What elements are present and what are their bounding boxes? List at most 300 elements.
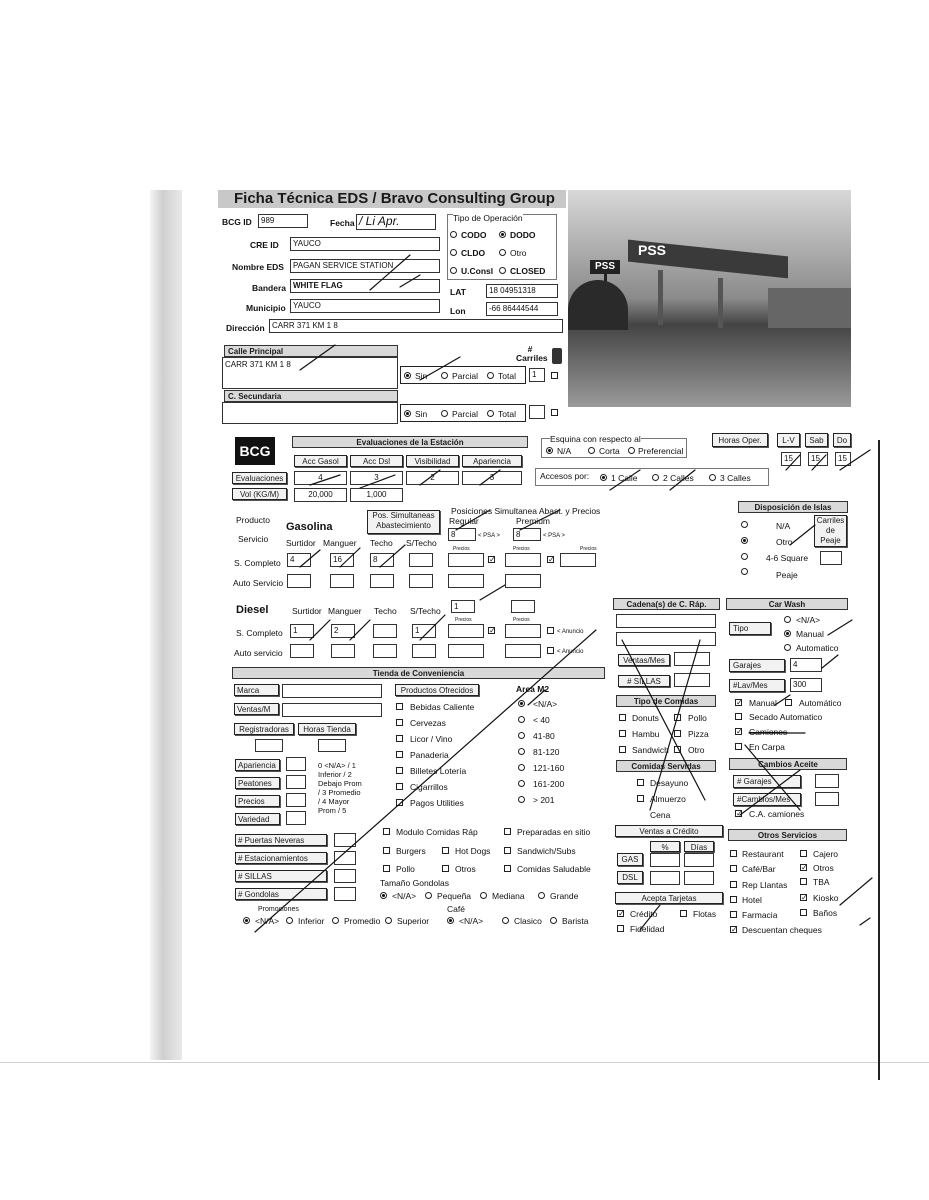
score-visibilidad[interactable]: 2 [406, 471, 459, 485]
gas-sc-check-prem[interactable]: ✓ [548, 555, 555, 564]
radio-area-160[interactable] [518, 764, 525, 771]
dsl-dias-field[interactable] [684, 871, 714, 885]
puertas-neveras-button[interactable]: # Puertas Neveras [235, 834, 327, 846]
pos-sim-title: Posiciones Simultanea Abast. y Precios [451, 506, 601, 516]
registradoras-button[interactable]: Registradoras [234, 723, 294, 735]
area-m2-label: Area M2 [516, 684, 550, 694]
chk-preparadas[interactable] [504, 828, 511, 835]
lon-label: Lon [450, 306, 466, 316]
visibilidad-button[interactable]: Visibilidad [406, 455, 459, 467]
serv-restaurant: Restaurant [742, 849, 784, 859]
chk-bebidas[interactable] [396, 703, 403, 710]
eval-apariencia[interactable]: Apariencia [235, 759, 280, 771]
serv-otros: Otros [813, 863, 834, 873]
lon-field[interactable]: -66 86444544 [486, 302, 558, 316]
gas-precios-2: Precios [513, 546, 530, 552]
dsl-precios-2: Precios [513, 617, 530, 623]
cadena-field-2[interactable] [616, 632, 716, 646]
promo-inferior: Inferior [298, 916, 325, 926]
gas-dias-field[interactable] [684, 853, 714, 867]
score-apariencia[interactable]: 3 [462, 471, 522, 485]
radio-esquina-corta[interactable] [588, 447, 595, 454]
nombre-eds-field[interactable]: PAGAN SERVICE STATION [290, 259, 440, 273]
gas-sc-precio-reg[interactable] [448, 553, 484, 567]
puertas-neveras-field[interactable] [334, 833, 356, 847]
radio-parcial-principal[interactable] [441, 372, 448, 379]
dsl-sc-manguer[interactable]: 2 [331, 624, 355, 638]
marca-button[interactable]: Marca [234, 684, 279, 696]
chk-burgers[interactable] [383, 847, 390, 854]
accesos-label: Accesos por: [540, 471, 590, 481]
radio-sin-principal[interactable] [404, 372, 411, 379]
sillas-cadena-button[interactable]: # SILLAS [618, 675, 670, 687]
tamano-gondolas-label: Tamaño Gondolas [380, 878, 449, 888]
radio-codo[interactable] [450, 231, 457, 238]
radio-tamano-grande[interactable] [538, 892, 545, 899]
dsl-as-precio[interactable] [448, 644, 484, 658]
prod-loteria: Billetes Lotería [410, 766, 467, 776]
ventas-m-button[interactable]: Ventas/M [234, 703, 279, 715]
car-wash-header: Car Wash [726, 598, 848, 610]
chk-hotdogs[interactable] [442, 847, 449, 854]
carriles-check[interactable] [551, 372, 558, 379]
scale-5: Prom / 5 [318, 806, 347, 815]
dsl-as-check[interactable] [547, 647, 554, 654]
tipo-pollo: Pollo [688, 713, 707, 723]
gas-as-stecho[interactable] [409, 574, 433, 588]
chk-hambu[interactable] [619, 730, 626, 737]
eval-variedad[interactable]: Variedad [235, 813, 280, 825]
day-sab[interactable]: Sab [805, 433, 828, 447]
ca-camiones: C.A. camiones [749, 809, 805, 819]
radio-accesos-2[interactable] [652, 474, 659, 481]
radio-parcial-secundaria[interactable] [441, 410, 448, 417]
chk-loteria[interactable] [396, 767, 403, 774]
calle-principal-header: Calle Principal [224, 345, 398, 357]
horas-oper-button[interactable]: Horas Oper. [712, 433, 768, 447]
sillas-tienda-button[interactable]: # SILLAS [235, 870, 327, 882]
dsl-as-precio-2[interactable] [505, 644, 541, 658]
gas-sc-manguer[interactable]: 16 [330, 553, 354, 567]
serv-banos: Baños [813, 908, 838, 918]
radio-disp-otro[interactable] [741, 537, 748, 544]
chk-cigarrillos[interactable] [396, 783, 403, 790]
radio-area-200[interactable] [518, 780, 525, 787]
disp-peaje: Peaje [776, 570, 798, 580]
sillas-cadena-field[interactable] [674, 673, 710, 687]
chk-cw-automatico[interactable] [785, 699, 792, 706]
radio-cldo[interactable] [450, 249, 457, 256]
garajes-field[interactable]: 4 [790, 658, 822, 672]
calle-secundaria-field[interactable] [222, 402, 398, 424]
radio-area-80[interactable] [518, 732, 525, 739]
dsl-anuncio-2: < Anuncio [557, 649, 584, 655]
radio-disp-na[interactable] [741, 521, 748, 528]
canopy-column-1 [658, 270, 663, 325]
garajes-aceite-field[interactable] [815, 774, 839, 788]
radio-disp-peaje[interactable] [741, 568, 748, 575]
calle-principal-field[interactable]: CARR 371 KM 1 8 [222, 357, 398, 389]
tamano-grande: Grande [550, 891, 579, 901]
gas-as-manguer[interactable] [330, 574, 354, 588]
chk-tba[interactable] [800, 878, 807, 885]
chk-hotel[interactable] [730, 896, 737, 903]
radio-accesos-1[interactable] [600, 474, 607, 481]
radio-promo-na[interactable] [243, 917, 250, 924]
gas-as-precio-prem[interactable] [505, 574, 541, 588]
chk-carpa[interactable] [735, 743, 742, 750]
cafe-na: <N/A> [459, 916, 484, 926]
promo-promedio: Promedio [344, 916, 381, 926]
servida-desayuno: Desayuno [650, 778, 689, 788]
chk-modulo-comidas[interactable] [383, 828, 390, 835]
form-title: Ficha Técnica EDS / Bravo Consulting Group [218, 190, 566, 208]
gondolas-button[interactable]: # Gondolas [235, 888, 327, 900]
chk-cafe-bar[interactable] [730, 865, 737, 872]
dsl-sc-stecho[interactable]: 1 [412, 624, 436, 638]
tarjeta-fidelidad: Fidelidad [630, 924, 665, 934]
dsl-psa-field[interactable]: 1 [451, 600, 475, 613]
radio-area-40[interactable] [518, 716, 525, 723]
evaluaciones-tab[interactable]: Evaluaciones [232, 472, 287, 484]
tipo-carwash-button[interactable]: Tipo [729, 622, 771, 635]
chk-cw-manual[interactable]: ✓ [736, 698, 743, 707]
acc-dsl-button[interactable]: Acc Dsl [350, 455, 403, 467]
garajes-button[interactable]: Garajes [729, 659, 785, 672]
dsl-credito-button[interactable]: DSL [617, 871, 643, 884]
radio-uconsl[interactable] [450, 267, 457, 274]
chk-farmacia[interactable] [730, 911, 737, 918]
chk-otros-comida[interactable] [442, 865, 449, 872]
cambios-mes-button[interactable]: #Cambios/Mes [733, 793, 801, 806]
marca-field[interactable] [282, 684, 382, 698]
gas-sc-techo[interactable]: 8 [370, 553, 394, 567]
dsl-sc-precio-2[interactable] [505, 624, 541, 638]
cw-check-automatico: Automático [799, 698, 842, 708]
dsl-sc-surtidor[interactable]: 1 [290, 624, 314, 638]
serv-hotel: Hotel [742, 895, 762, 905]
carriles-sec-field[interactable] [529, 405, 545, 419]
chk-pizza[interactable] [674, 730, 681, 737]
prod-licor: Licor / Vino [410, 734, 453, 744]
promociones-label: Promociones [258, 906, 299, 913]
ventas-m-field[interactable] [282, 703, 382, 717]
pos-sim-button[interactable]: Pos. Simultaneas Abastecimiento [367, 510, 440, 534]
gasolina-title: Gasolina [286, 521, 333, 533]
chk-utilities[interactable] [396, 799, 403, 806]
scale-3: / 3 Promedio [318, 788, 361, 797]
radio-cw-manual[interactable] [784, 630, 791, 637]
radio-disp-square[interactable] [741, 553, 748, 560]
fecha-field[interactable]: / Li Apr. [356, 214, 436, 230]
dsl-psa-field-2[interactable] [511, 600, 535, 613]
premium-psa-arrows: < PSA > [543, 533, 566, 539]
radio-tamano-na[interactable] [380, 892, 387, 899]
promo-na: <N/A> [255, 916, 280, 926]
cw-check-carpa: En Carpa [749, 742, 785, 752]
serv-rep-llantas: Rep Llantas [742, 880, 788, 890]
eval-peatones[interactable]: Peatones [235, 777, 280, 789]
radio-esquina-na[interactable] [546, 447, 553, 454]
lav-mes-field[interactable]: 300 [790, 678, 822, 692]
radio-cafe-clasico[interactable] [502, 917, 509, 924]
pen-mark-disposicion [790, 525, 815, 545]
radio-cw-automatico[interactable] [784, 644, 791, 651]
scale-1: Inferior / 2 [318, 770, 352, 779]
regular-psa-field[interactable]: 8 [448, 528, 476, 541]
pen-mark-kiosko [840, 878, 872, 905]
lat-field[interactable]: 18 04951318 [486, 284, 558, 298]
chk-banos[interactable] [800, 909, 807, 916]
day-do[interactable]: Do [833, 433, 851, 447]
horas-do[interactable]: 15 [835, 452, 851, 466]
gas-as-surtidor[interactable] [287, 574, 311, 588]
esquina-preferencial: Preferencial [638, 446, 684, 456]
dsl-as-stecho[interactable] [412, 644, 436, 658]
radio-area-120[interactable] [518, 748, 525, 755]
horas-sab[interactable]: 15 [808, 452, 828, 466]
cadena-header: Cadena(s) de C. Ráp. [613, 598, 720, 610]
gas-sc-stecho[interactable] [409, 553, 433, 567]
chk-pollo[interactable] [383, 865, 390, 872]
cadena-field-1[interactable] [616, 614, 716, 628]
dsl-sc-techo[interactable] [373, 624, 397, 638]
cre-id-field[interactable]: YAUCO [290, 237, 440, 251]
dsl-pct-field[interactable] [650, 871, 680, 885]
radio-cafe-barista[interactable] [550, 917, 557, 924]
option-cldo: CLDO [461, 248, 486, 258]
gondolas-field[interactable] [334, 887, 356, 901]
cafe-barista: Barista [562, 916, 589, 926]
sillas-tienda-field[interactable] [334, 869, 356, 883]
gas-precios-1: Precios [453, 546, 470, 552]
carriles-field[interactable]: 1 [529, 368, 545, 382]
municipio-field[interactable]: YAUCO [290, 299, 440, 313]
chk-restaurant[interactable] [730, 850, 737, 857]
tamano-na: <N/A> [392, 891, 417, 901]
chk-cheques[interactable]: ✓ [731, 925, 738, 934]
area-na: <N/A> [533, 699, 558, 709]
acc-gasol-button[interactable]: Acc Gasol [294, 455, 347, 467]
radio-total-secundaria[interactable] [487, 410, 494, 417]
dsl-col-surtidor: Surtidor [292, 606, 322, 616]
dsl-as-manguer[interactable] [331, 644, 355, 658]
chk-desayuno[interactable] [637, 779, 644, 786]
hotdogs: Hot Dogs [455, 846, 491, 856]
option-uconsl: U.Consl [461, 266, 494, 276]
eval-precios[interactable]: Precios [235, 795, 280, 807]
chk-rep-llantas[interactable] [730, 881, 737, 888]
premium-psa-field[interactable]: 8 [513, 528, 541, 541]
radio-otro[interactable] [499, 249, 506, 256]
gas-sc-precio-prem[interactable] [505, 553, 541, 567]
cre-id-label: CRE ID [250, 240, 279, 250]
radio-dodo[interactable] [499, 231, 506, 238]
radio-promo-inferior[interactable] [286, 917, 293, 924]
horas-lv[interactable]: 15 [781, 452, 801, 466]
radio-tamano-pequena[interactable] [425, 892, 432, 899]
radio-promo-superior[interactable] [385, 917, 392, 924]
registradoras-field[interactable] [255, 739, 283, 752]
chk-ca-camiones[interactable]: ✓ [736, 809, 743, 818]
serv-farmacia: Farmacia [742, 910, 778, 920]
tipo-donuts: Donuts [632, 713, 659, 723]
dsl-as-techo[interactable] [373, 644, 397, 658]
serv-tba: TBA [813, 877, 830, 887]
otros-comida: Otros [455, 864, 476, 874]
promo-superior: Superior [397, 916, 430, 926]
area-200: 161-200 [533, 779, 565, 789]
esquina-na: N/A [557, 446, 572, 456]
eval-variedad-field[interactable] [286, 811, 306, 825]
chk-pollo-cadena[interactable] [674, 714, 681, 721]
prod-cervezas: Cervezas [410, 718, 446, 728]
tarjeta-credito: Crédito [630, 909, 658, 919]
lav-mes-button[interactable]: #Lav/Mes [729, 679, 785, 692]
garajes-aceite-button[interactable]: # Garajes [733, 775, 801, 788]
horas-tienda-button[interactable]: Horas Tienda [298, 723, 356, 735]
radio-accesos-3[interactable] [709, 474, 716, 481]
gas-credito-button[interactable]: GAS [617, 853, 643, 866]
ventas-mes-button[interactable]: Ventas/Mes [618, 654, 670, 666]
dsl-sc-check[interactable]: ✓ [489, 626, 496, 635]
chk-cervezas[interactable] [396, 719, 403, 726]
vol-tab[interactable]: Vol (KG/M) [232, 488, 287, 500]
eval-precios-field[interactable] [286, 793, 306, 807]
chk-otro-cadena[interactable] [674, 746, 681, 753]
carriles-label: # Carriles [516, 344, 548, 363]
area-120: 81-120 [533, 747, 560, 757]
radio-closed[interactable] [499, 267, 506, 274]
gas-s-completo-label: S. Completo [234, 558, 281, 568]
chk-camiones[interactable]: ✓ [736, 727, 743, 736]
traffic-light-icon [552, 348, 562, 364]
radio-esquina-preferencial[interactable] [628, 447, 635, 454]
tipo-hambu: Hambu [632, 729, 660, 739]
cw-check-secado: Secado Automatico [749, 712, 823, 722]
ventas-mes-field[interactable] [674, 652, 710, 666]
bandera-label: Bandera [252, 283, 287, 293]
dsl-sc-check-2[interactable] [547, 627, 554, 634]
apariencia-button[interactable]: Apariencia [462, 455, 522, 467]
cambios-mes-field[interactable] [815, 792, 839, 806]
preparadas: Preparadas en sitio [517, 827, 591, 837]
dsl-as-surtidor[interactable] [290, 644, 314, 658]
serv-kiosko: Kiosko [813, 893, 839, 903]
radio-cafe-na[interactable] [447, 917, 454, 924]
chk-almuerzo[interactable] [637, 795, 644, 802]
chk-saludable[interactable] [504, 865, 511, 872]
chk-kiosko[interactable]: ✓ [801, 893, 808, 902]
direccion-field[interactable]: CARR 371 KM 1 8 [269, 319, 563, 333]
servida-almuerzo: Almuerzo [650, 794, 686, 804]
eval-apariencia-field[interactable] [286, 757, 306, 771]
area-40: < 40 [533, 715, 550, 725]
gas-col-techo: Techo [370, 538, 393, 548]
radio-sin-secundaria[interactable] [404, 410, 411, 417]
prod-bebidas: Bebidas Caliente [410, 702, 475, 712]
eval-peatones-field[interactable] [286, 775, 306, 789]
gas-sc-surtidor[interactable]: 4 [287, 553, 311, 567]
cw-check-camiones: Camiones [749, 727, 788, 737]
dsl-col-manguer: Manguer [328, 606, 362, 616]
gas-as-precio-reg[interactable] [448, 574, 484, 588]
estacionamientos-field[interactable] [334, 851, 356, 865]
score-acc-gasol[interactable]: 4 [294, 471, 347, 485]
bandera-field[interactable]: WHITE FLAG [290, 279, 440, 293]
gas-as-techo[interactable] [370, 574, 394, 588]
gas-sc-check-reg[interactable]: ✓ [489, 555, 496, 564]
chk-secado[interactable] [735, 713, 742, 720]
productos-ofrecidos-button[interactable]: Productos Ofrecidos [395, 684, 479, 696]
gas-sc-precio-3[interactable] [560, 553, 596, 567]
chk-fidelidad[interactable] [617, 925, 624, 932]
estacionamientos-button[interactable]: # Estacionamientos [235, 852, 327, 864]
gas-pct-field[interactable] [650, 853, 680, 867]
prod-panaderia: Panaderia [410, 750, 449, 760]
dias-button[interactable]: Días [684, 841, 714, 852]
scale-0: 0 <N/A> / 1 [318, 761, 356, 770]
dsl-col-stecho: S/Techo [410, 606, 441, 616]
tipo-otro: Otro [688, 745, 705, 755]
prod-utilities: Pagos Utilities [410, 798, 464, 808]
radio-promo-promedio[interactable] [332, 917, 339, 924]
bcg-id-field[interactable]: 989 [258, 214, 308, 228]
scale-4: / 4 Mayor [318, 797, 350, 806]
acepta-tarjetas-button[interactable]: Acepta Tarjetas [615, 892, 723, 904]
chk-cajero[interactable] [800, 850, 807, 857]
carriles-peaje-button[interactable]: Carriles de Peaje [814, 515, 847, 547]
chk-licor[interactable] [396, 735, 403, 742]
vol-dsl[interactable]: 1,000 [350, 488, 403, 502]
gas-precios-3: Precios [580, 546, 597, 552]
horas-tienda-field[interactable] [318, 739, 346, 752]
chk-donuts[interactable] [619, 714, 626, 721]
carriles-sec-check[interactable] [551, 409, 558, 416]
option-codo: CODO [461, 230, 487, 240]
score-acc-dsl[interactable]: 3 [350, 471, 403, 485]
vol-gasol[interactable]: 20,000 [294, 488, 347, 502]
radio-tamano-mediana[interactable] [480, 892, 487, 899]
ventas-credito-button[interactable]: Ventas a Crédito [615, 825, 723, 837]
chk-credito[interactable]: ✓ [618, 909, 625, 918]
day-lv[interactable]: L-V [777, 433, 800, 447]
option-sin-2: Sin [415, 409, 428, 419]
lat-label: LAT [450, 287, 466, 297]
canopy-column-2 [718, 278, 723, 328]
dsl-sc-precio[interactable] [448, 624, 484, 638]
radio-cw-na[interactable] [784, 616, 791, 623]
radio-total-principal[interactable] [487, 372, 494, 379]
chk-otros-serv[interactable]: ✓ [801, 863, 808, 872]
comidas-saludable: Comidas Saludable [517, 864, 591, 874]
tamano-pequena: Pequeña [437, 891, 472, 901]
option-total: Total [498, 371, 516, 381]
accesos-3: 3 Calles [720, 473, 751, 483]
chk-sandwich[interactable] [504, 847, 511, 854]
carriles-peaje-field[interactable] [820, 551, 842, 565]
regular-label: Regular [449, 516, 479, 526]
tipo-pizza: Pizza [688, 729, 709, 739]
chk-panaderia[interactable] [396, 751, 403, 758]
chk-flotas[interactable] [680, 910, 687, 917]
tipo-operacion-label: Tipo de Operación [453, 213, 523, 223]
chk-sandwich-cadena[interactable] [619, 746, 626, 753]
radio-area-na[interactable] [518, 700, 525, 707]
option-dodo: DODO [510, 230, 536, 240]
radio-area-201[interactable] [518, 796, 525, 803]
pct-button[interactable]: % [650, 841, 680, 852]
